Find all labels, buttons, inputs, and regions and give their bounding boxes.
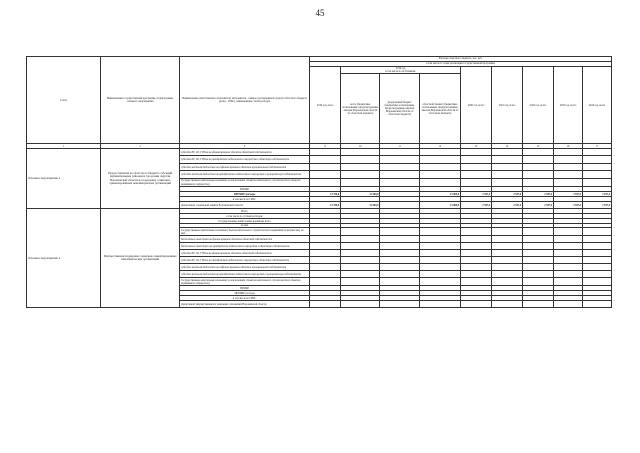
row-value-cell: 2 947,0 (461, 202, 492, 209)
row-value-cell (419, 179, 460, 187)
row-value-cell: 2 947,0 (492, 202, 523, 209)
row-value-cell (492, 179, 523, 187)
row-expense-label: субсидии БУ, АУ, ГУПам на финансирование объектов областной собственности (179, 250, 309, 257)
row-expense-label: Всего (179, 209, 309, 214)
row-expense-label: субсидии БУ, АУ, ГУПам на финансирование объектов областной собственности (179, 149, 309, 156)
row-value-cell (554, 243, 583, 250)
header-2023: 2023 год, всего (554, 67, 583, 144)
header-expenses: Расходы областного бюджета, тыс. руб. (310, 57, 612, 62)
row-value-cell (492, 149, 523, 156)
row-value-cell (461, 179, 492, 187)
row-value-cell (419, 236, 460, 243)
row-value-cell (380, 236, 419, 243)
header-2021: 2021 год, всего (492, 67, 523, 144)
row-value-cell (419, 243, 460, 250)
row-value-cell (341, 257, 380, 264)
column-number: 13 (461, 144, 492, 149)
row-value-cell (341, 278, 380, 286)
row-value-cell (582, 250, 611, 257)
row-value-cell: 13 000,0 (419, 202, 460, 209)
row-value-cell: 2 947,0 (582, 202, 611, 209)
row-value-cell (310, 179, 341, 187)
row-expense-label: Департамент социальной защиты Воронежской области (179, 202, 309, 209)
row-value-cell (582, 149, 611, 156)
row-value-cell (380, 264, 419, 271)
row-expense-label: Государственные капитальные вложения, всего (179, 219, 309, 224)
row-value-cell (492, 264, 523, 271)
row-value-cell (341, 236, 380, 243)
block-main-event-3 (27, 209, 612, 308)
row-value-cell (492, 228, 523, 236)
row-value-cell (310, 271, 341, 278)
row-value-cell (461, 149, 492, 156)
row-value-cell (461, 171, 492, 179)
header-src-federal: федеральный бюджет (бюджетные ассигнования, предусмотренные законом Воронежской области об областном бюджете) (380, 74, 419, 144)
header-2019 (341, 67, 461, 74)
row-value-cell (380, 179, 419, 187)
row-value-cell (461, 257, 492, 264)
row-value-cell (554, 164, 583, 171)
header-status: Статус (27, 57, 101, 144)
row-value-cell (419, 301, 460, 308)
row-value-cell (492, 156, 523, 164)
row-value-cell (380, 278, 419, 286)
row-value-cell (582, 171, 611, 179)
row-value-cell (582, 243, 611, 250)
row-value-cell (341, 156, 380, 164)
row-value-cell (523, 271, 554, 278)
row-expense-label: в том числе по статьям расходов: (179, 214, 309, 219)
row-value-cell (492, 164, 523, 171)
row-value-cell: 14 700,0 (310, 202, 341, 209)
row-value-cell (310, 236, 341, 243)
row-value-cell (419, 164, 460, 171)
row-expense-label: бюджетные инвестиции на приобретение недвижимого имущества в областную собственность (179, 243, 309, 250)
header-2022: 2022 год, всего (523, 67, 554, 144)
row-value-cell (523, 257, 554, 264)
row-value-cell: 13 000,0 (341, 192, 380, 197)
row-value-cell (341, 250, 380, 257)
row-value-cell (310, 278, 341, 286)
row-value-cell (341, 149, 380, 156)
row-value-cell (554, 271, 583, 278)
row-value-cell (582, 271, 611, 278)
row-value-cell (554, 228, 583, 236)
row-expense-label: ПРОЧИЕ расходы (179, 291, 309, 296)
row-value-cell (380, 301, 419, 308)
row-value-cell: 2 947,0 (523, 202, 554, 209)
header-incl-sources: в том числе по источникам: (385, 70, 416, 74)
row-value-cell (582, 179, 611, 187)
row-value-cell (461, 250, 492, 257)
row-value-cell (582, 264, 611, 271)
row-expense-label: субсидии местным бюджетам на приобретение недвижимого имущества в муниципальную собственность (179, 171, 309, 179)
column-number: 1 (27, 144, 101, 149)
row-value-cell (380, 250, 419, 257)
row-value-cell (461, 271, 492, 278)
row-value-cell: 2 947,0 (582, 192, 611, 197)
row-value-cell (341, 271, 380, 278)
row-value-cell (582, 278, 611, 286)
row-value-cell (310, 264, 341, 271)
row-value-cell (554, 179, 583, 187)
row-status: Основное мероприятие 2 (27, 149, 101, 209)
row-value-cell: 13 000,0 (419, 192, 460, 197)
row-value-cell (523, 164, 554, 171)
row-value-cell (310, 301, 341, 308)
row-value-cell (419, 250, 460, 257)
row-value-cell (523, 179, 554, 187)
row-value-cell (380, 228, 419, 236)
row-value-cell: 2 947,0 (461, 192, 492, 197)
row-value-cell (380, 171, 419, 179)
row-value-cell (582, 164, 611, 171)
row-value-cell (461, 278, 492, 286)
column-number: 12 (419, 144, 460, 149)
row-value-cell (554, 257, 583, 264)
row-value-cell (492, 301, 523, 308)
row-expense-label: субсидии местным бюджетам на приобретение недвижимого имущества в муниципальную собственность (179, 271, 309, 278)
row-value-cell (419, 171, 460, 179)
row-expense-label: субсидии местным бюджетам на софинансирование объектов муниципальной собственности (179, 264, 309, 271)
column-number: 3 (179, 144, 309, 149)
row-value-cell (582, 236, 611, 243)
header-responsible: Наименование ответственного исполнителя, исполнителя - главного распорядителя средств областного бюджета (далее - ГРБС), наименование статей расходов (179, 57, 309, 144)
row-expense-label: из них (179, 224, 309, 228)
row-expense-label: НИОКР (179, 286, 309, 291)
row-value-cell (554, 278, 583, 286)
row-value-cell (461, 228, 492, 236)
row-value-cell (380, 156, 419, 164)
column-number: 10 (341, 144, 380, 149)
row-value-cell (341, 179, 380, 187)
row-program-title: Предоставление из областного бюджета субсидий муниципальным районам и городским округам Воронежской области на поддержку социально ориентированных некоммерческих организаций (101, 149, 180, 209)
row-value-cell (380, 271, 419, 278)
column-number: 17 (582, 144, 611, 149)
row-value-cell (461, 156, 492, 164)
row-value-cell (461, 264, 492, 271)
row-value-cell (380, 164, 419, 171)
row-value-cell (310, 171, 341, 179)
row-value-cell (380, 202, 419, 209)
row-value-cell (419, 257, 460, 264)
header-2019-label: 2019 год (395, 67, 406, 70)
row-value-cell (310, 164, 341, 171)
header-2024: 2024 год, всего (582, 67, 611, 144)
header-src-regional: областной бюджет (бюджетные ассигнования, предусмотренные законом Воронежской области об областном бюджете) (419, 74, 460, 144)
row-value-cell (523, 228, 554, 236)
row-value-cell (341, 228, 380, 236)
row-value-cell (419, 156, 460, 164)
row-expense-label: в том числе по ГРБС: (179, 296, 309, 301)
row-value-cell (554, 171, 583, 179)
header-program: Наименование государственной программы, подпрограммы, основного мероприятия (101, 57, 180, 144)
row-value-cell (461, 301, 492, 308)
row-value-cell (492, 171, 523, 179)
row-value-cell (341, 243, 380, 250)
row-value-cell (341, 264, 380, 271)
block-main-event-2 (27, 149, 612, 209)
row-value-cell (310, 149, 341, 156)
page-number: 45 (315, 8, 325, 18)
row-expense-label: Государственные капитальные вложения (объекты капитального строительства и недвижимого имущества), из них: (179, 228, 309, 236)
header-2019-total: 2019 год, всего (310, 67, 341, 144)
budget-table (26, 56, 612, 308)
row-value-cell (554, 236, 583, 243)
row-value-cell: 2 947,0 (554, 202, 583, 209)
column-number: 15 (523, 144, 554, 149)
row-value-cell (554, 250, 583, 257)
row-expense-label: субсидии местным бюджетам на софинансирование объектов муниципальной собственности (179, 164, 309, 171)
row-value-cell (310, 257, 341, 264)
row-value-cell (461, 243, 492, 250)
row-value-cell (523, 278, 554, 286)
column-number: 14 (492, 144, 523, 149)
row-value-cell (492, 250, 523, 257)
column-number: 9 (310, 144, 341, 149)
row-value-cell (582, 228, 611, 236)
row-value-cell (523, 250, 554, 257)
row-value-cell (582, 156, 611, 164)
row-expense-label: Департамент имущественных и земельных отношений Воронежской области (179, 301, 309, 308)
column-number: 2 (101, 144, 180, 149)
row-program-title: Имущественная поддержка социально ориентированных некоммерческих организаций (101, 209, 180, 308)
row-expense-label: бюджетные инвестиции на финансирование объектов областной собственности (179, 236, 309, 243)
row-value-cell: 14 700,0 (310, 192, 341, 197)
row-value-cell: 2 947,0 (554, 192, 583, 197)
row-value-cell (523, 236, 554, 243)
row-value-cell (554, 149, 583, 156)
row-value-cell (310, 243, 341, 250)
row-value-cell (523, 264, 554, 271)
row-value-cell (492, 271, 523, 278)
row-value-cell (419, 228, 460, 236)
row-value-cell (492, 278, 523, 286)
row-value-cell (380, 149, 419, 156)
row-value-cell (554, 264, 583, 271)
row-value-cell (461, 236, 492, 243)
header-expenses-sub: в том числе по годам реализации государственной программы (310, 62, 612, 67)
header-src-all: всего (бюджетные ассигнования, предусмотренные законом Воронежской области об областном бюджете) (341, 74, 380, 144)
row-status: Основное мероприятие 3 (27, 209, 101, 308)
row-expense-label: НИОКР (179, 187, 309, 192)
row-value-cell: 13 000,0 (341, 202, 380, 209)
row-value-cell (523, 156, 554, 164)
row-value-cell (419, 264, 460, 271)
row-expense-label: в том числе по ГРБС: (179, 197, 309, 202)
row-value-cell (341, 301, 380, 308)
row-value-cell (492, 257, 523, 264)
row-value-cell (310, 228, 341, 236)
table-row (27, 149, 612, 156)
row-expense-label: субсидии БУ, АУ, ГУПам на приобретение недвижимого имущества в областную собственность (179, 156, 309, 164)
row-value-cell: 2 947,0 (523, 192, 554, 197)
row-expense-label: Государственные капитальные вложения (за исключением объектов капитального строительства и объектов недвижимого имущества) (179, 278, 309, 286)
row-value-cell (492, 236, 523, 243)
row-value-cell (523, 171, 554, 179)
row-expense-label: Государственные капитальные вложения (за исключением объектов капитального строительства и объектов недвижимого имущества) (179, 179, 309, 187)
row-value-cell (523, 301, 554, 308)
row-value-cell (492, 243, 523, 250)
row-value-cell (554, 301, 583, 308)
row-value-cell (419, 271, 460, 278)
row-value-cell (419, 149, 460, 156)
column-number: 16 (554, 144, 583, 149)
row-expense-label: ПРОЧИЕ расходы (179, 192, 309, 197)
row-value-cell (582, 301, 611, 308)
row-value-cell (554, 156, 583, 164)
row-expense-label: субсидии БУ, АУ, ГУПам на приобретение недвижимого имущества в областную собственность (179, 257, 309, 264)
header-2020: 2020 год, всего (461, 67, 492, 144)
row-value-cell (461, 164, 492, 171)
row-value-cell (523, 149, 554, 156)
row-value-cell: 2 947,0 (492, 192, 523, 197)
row-value-cell (341, 164, 380, 171)
row-value-cell (341, 171, 380, 179)
row-value-cell (419, 278, 460, 286)
row-value-cell (310, 156, 341, 164)
row-value-cell (523, 243, 554, 250)
row-value-cell (380, 243, 419, 250)
column-number: 11 (380, 144, 419, 149)
row-value-cell (380, 257, 419, 264)
row-value-cell (582, 257, 611, 264)
row-value-cell (310, 250, 341, 257)
